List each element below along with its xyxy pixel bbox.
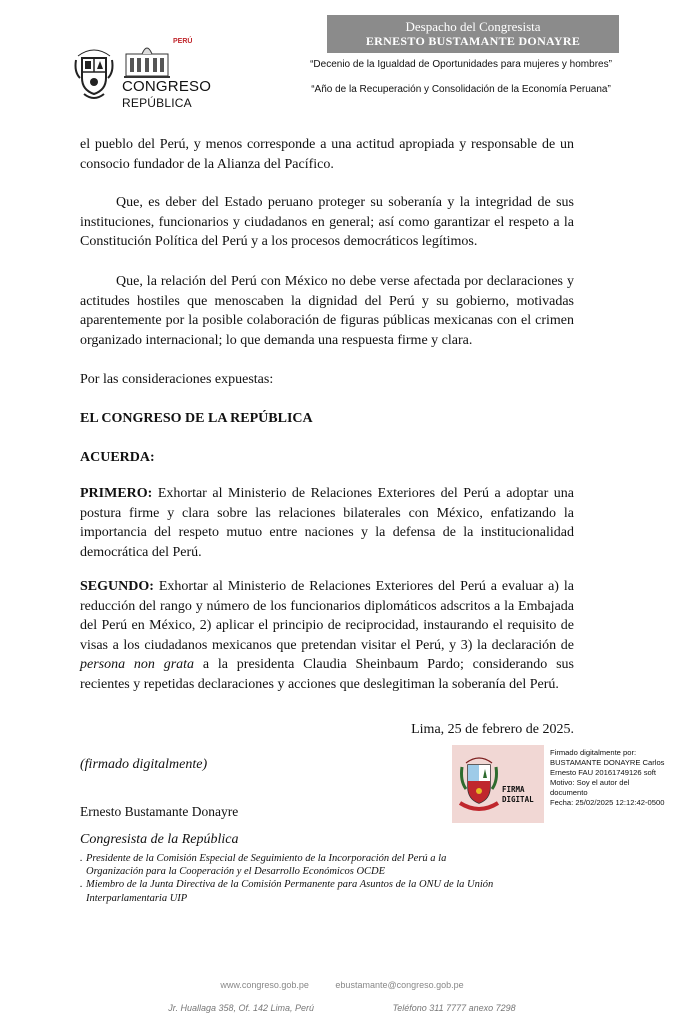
segundo-text-b: a la presidenta Claudia Sheinbaum Pardo; considerando sus recientes y repetidas declaraciones y acciones que deslegitiman la soberanía del Perú. xyxy=(80,657,574,692)
despacho-title: Despacho del Congresista xyxy=(405,19,541,34)
signer-role: Congresista de la República xyxy=(80,832,239,847)
decenio-motto: “Decenio de la Igualdad de Oportunidades para mujeres y hombres” xyxy=(310,59,612,70)
signature-line-4: Motivo: Soy el autor del xyxy=(550,778,630,787)
peru-coat-of-arms-icon xyxy=(72,42,116,104)
paragraph-4: Por las consideraciones expuestas: xyxy=(80,372,274,387)
paragraph-1: el pueblo del Perú, y menos corresponde a una actitud apropiada y responsable de un consocio fundador de la Alianza del Pacífico. xyxy=(80,137,574,172)
acuerda-heading: ACUERDA: xyxy=(80,450,155,465)
signer-name: Ernesto Bustamante Donayre xyxy=(80,804,239,819)
primero-label: PRIMERO: xyxy=(80,486,153,501)
firmado-digitalmente: (firmado digitalmente) xyxy=(80,757,208,772)
footer-email-link[interactable]: ebustamante@congreso.gob.pe xyxy=(335,980,464,990)
paragraph-2: Que, es deber del Estado peruano proteger su soberanía y la integridad de sus instituciones, funcionarios y ciudadanos en general; así como garantizar el respeto a la Constitución Política del Perú y a los procesos democráticos legítimos. xyxy=(80,195,574,249)
signature-coat-of-arms-icon xyxy=(456,751,502,817)
footer-address-text: Jr. Huallaga 358, Of. 142 Lima, Perú xyxy=(168,1003,315,1013)
segundo-italic: persona non grata xyxy=(80,657,195,672)
primero-paragraph xyxy=(80,484,574,562)
footer-address xyxy=(0,1003,684,1013)
signature-line-3: Ernesto FAU 20161749126 soft xyxy=(550,768,656,777)
primero-text: Exhortar al Ministerio de Relaciones Exteriores del Perú a adoptar una postura firme y clara sobre las relaciones bilaterales con México, enfatizando la importancia del respeto mutuo entre naciones y la defensa de la institucionalidad democrática del Perú. xyxy=(80,486,574,560)
footer-phone-text: Teléfono 311 7777 anexo 7298 xyxy=(392,1003,516,1013)
footer-website-link[interactable]: www.congreso.gob.pe xyxy=(220,980,309,990)
signature-line-6: Fecha: 25/02/2025 12:12:42-0500 xyxy=(550,798,665,807)
congreso-heading: EL CONGRESO DE LA REPÚBLICA xyxy=(80,411,313,426)
firma-digital-label: FIRMA DIGITAL xyxy=(502,785,534,804)
header-logos xyxy=(72,38,212,110)
segundo-text-a: Exhortar al Ministerio de Relaciones Exteriores del Perú a evaluar a) la reducción del rango y número de los funcionarios diplomáticos adscritos a la Embajada del Perú en México, 2) aplicar el principio de reciprocidad, instaurando el requisito de visas a los ciudadanos mexicanos que pretendan visitar el Perú, y 3) la declaración de xyxy=(80,579,574,653)
logo-republica-text: REPÚBLICA xyxy=(122,96,192,110)
signer-positions xyxy=(80,852,500,905)
footer-contact xyxy=(0,980,684,990)
signature-line-2: BUSTAMANTE DONAYRE Carlos xyxy=(550,758,665,767)
despacho-banner xyxy=(327,15,619,53)
segundo-paragraph xyxy=(80,577,574,694)
congreso-building-icon xyxy=(122,40,172,80)
segundo-label: SEGUNDO: xyxy=(80,579,154,594)
position-item: . Presidente de la Comisión Especial de Seguimiento de la Incorporación del Perú a la Organización para la Cooperación y el Desarrollo Económicos OCDE xyxy=(80,853,447,878)
digital-signature-stamp xyxy=(452,745,544,823)
logo-peru-text: PERÚ xyxy=(173,38,193,45)
signature-line-5: documento xyxy=(550,788,588,797)
logo-congreso-text: CONGRESO xyxy=(122,78,212,95)
position-item: . Miembro de la Junta Directiva de la Comisión Permanente para Asuntos de la ONU de la Unión Interparlamentaria UIP xyxy=(80,879,494,904)
date-line: Lima, 25 de febrero de 2025. xyxy=(411,722,574,737)
anio-motto: “Año de la Recuperación y Consolidación de la Economía Peruana” xyxy=(311,84,611,95)
congresista-name: ERNESTO BUSTAMANTE DONAYRE xyxy=(365,34,581,48)
signature-line-1: Firmado digitalmente por: xyxy=(550,748,637,757)
digital-signature-details xyxy=(550,748,682,808)
paragraph-3: Que, la relación del Perú con México no debe verse afectada por declaraciones y actitudes hostiles que menoscaben la dignidad del Perú y su gobierno, motivadas aparentemente por la posible colaboración de figuras públicas mexicanas con el crimen organizado internacional; lo que demanda una respuesta firme y clara. xyxy=(80,274,574,348)
